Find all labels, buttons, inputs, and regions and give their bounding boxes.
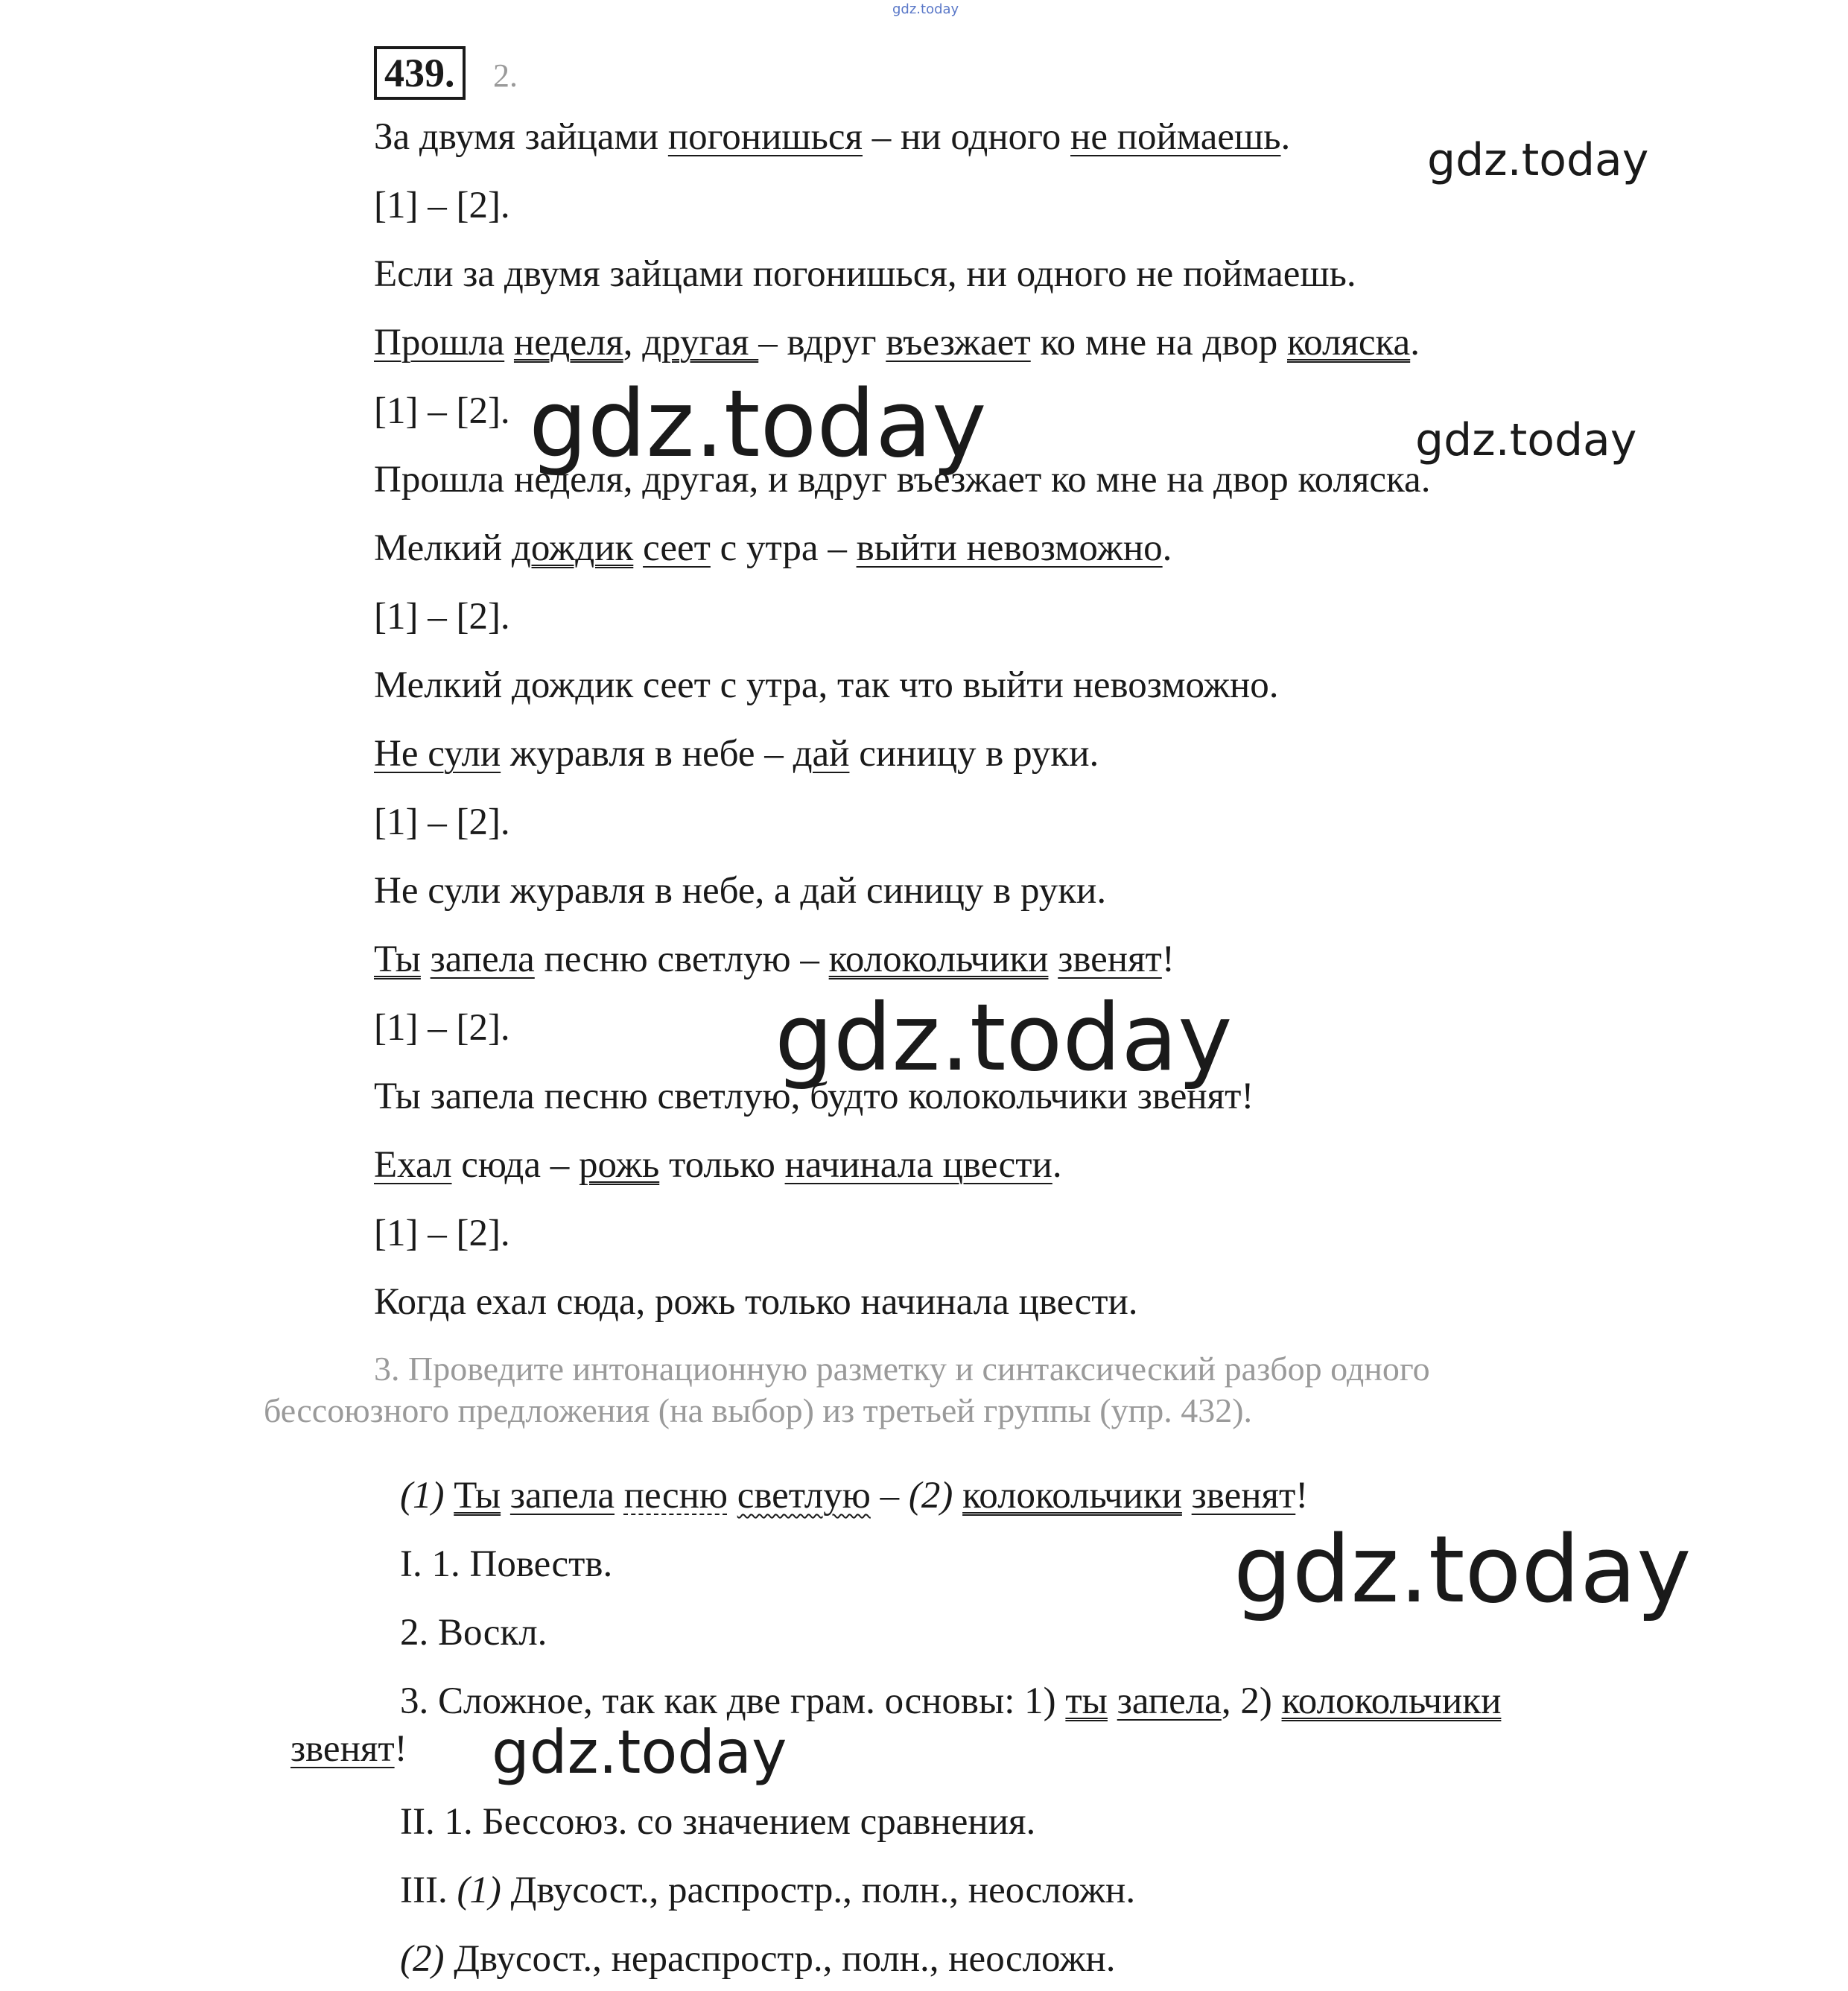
text-run: ! bbox=[394, 1728, 407, 1770]
text-run bbox=[1108, 1680, 1117, 1722]
watermark: gdz.today bbox=[775, 985, 1233, 1092]
text-run bbox=[501, 1475, 510, 1517]
bss-sentence bbox=[374, 115, 1290, 159]
text-run: – вдруг bbox=[758, 322, 886, 363]
text-run: , bbox=[623, 322, 643, 363]
task-3-line-1: 3. Проведите интонационную разметку и синтаксический разбор одного bbox=[374, 1350, 1430, 1388]
predicate-text: въезжает bbox=[886, 322, 1031, 363]
text-run: сюда – bbox=[451, 1144, 579, 1186]
text-run: 3. Сложное, так как две грам. основы: 1) bbox=[400, 1680, 1066, 1722]
text-run bbox=[1182, 1475, 1192, 1517]
bss-sentence bbox=[374, 526, 1172, 571]
text-run bbox=[504, 322, 514, 363]
text-run bbox=[444, 1475, 454, 1517]
text-run bbox=[615, 1475, 624, 1517]
subject-text: дождик bbox=[511, 527, 634, 569]
analysis-item-3 bbox=[400, 1679, 1501, 1724]
subject-text: ты bbox=[1065, 1680, 1108, 1722]
text-run bbox=[1048, 939, 1058, 980]
predicate-text: запела bbox=[1117, 1680, 1222, 1722]
predicate-text: звенят bbox=[1058, 939, 1162, 980]
text-run: синицу в руки. bbox=[849, 733, 1099, 775]
text-run: песню светлую – bbox=[534, 939, 829, 980]
analysis-section-2: II. 1. Бессоюз. со значением сравнения. bbox=[400, 1801, 1036, 1843]
predicate-text: запела bbox=[509, 1475, 615, 1517]
scheme: [1] – [2]. bbox=[374, 1007, 510, 1049]
clause-number: (2) bbox=[908, 1475, 953, 1517]
text-run: . bbox=[1162, 527, 1172, 569]
text-run: с утра – bbox=[710, 527, 857, 569]
text-run: – bbox=[870, 1475, 909, 1517]
analysis-sentence bbox=[400, 1473, 1308, 1518]
text-run: За двумя зайцами bbox=[374, 116, 668, 158]
watermark: gdz.today bbox=[492, 1718, 787, 1787]
text-run: только bbox=[659, 1144, 785, 1186]
text-run bbox=[633, 527, 643, 569]
subject-text: Ты bbox=[374, 939, 421, 980]
text-run: ! bbox=[1161, 939, 1175, 980]
scheme: [1] – [2]. bbox=[374, 1213, 510, 1254]
text-run: Двусост., распростр., полн., неосложн. bbox=[501, 1870, 1136, 1911]
text-run: . bbox=[1052, 1144, 1062, 1186]
predicate-text: погонишься bbox=[667, 116, 863, 158]
subject-text: неделя bbox=[513, 322, 623, 363]
compound-sentence: Мелкий дождик сеет с утра, так что выйти невозможно. bbox=[374, 664, 1279, 706]
scheme: [1] – [2]. bbox=[374, 596, 510, 638]
compound-sentence: Не сули журавля в небе, а дай синицу в руки. bbox=[374, 870, 1107, 912]
bss-sentence bbox=[374, 1143, 1062, 1187]
text-run bbox=[728, 1475, 737, 1517]
compound-sentence: Ты запела песню светлую, будто колокольчики звенят! bbox=[374, 1076, 1254, 1117]
text-run: III. bbox=[400, 1870, 457, 1911]
clause-number: (2) bbox=[400, 1938, 445, 1980]
subject-text: коляска bbox=[1286, 322, 1411, 363]
analysis-section-3 bbox=[400, 1868, 1135, 1913]
text-run: Двусост., нераспростр., полн., неосложн. bbox=[444, 1938, 1116, 1980]
predicate-text: дай bbox=[793, 733, 850, 775]
compound-sentence: Когда ехал сюда, рожь только начинала цвести. bbox=[374, 1281, 1138, 1323]
exercise-part: 2. bbox=[493, 57, 518, 94]
subject-text: рожь bbox=[579, 1144, 660, 1186]
clause-number: (1) bbox=[400, 1475, 445, 1517]
watermark-top: gdz.today bbox=[892, 1, 959, 17]
predicate-text: звенят bbox=[290, 1728, 395, 1770]
subject-text: колокольчики bbox=[962, 1475, 1182, 1517]
bss-sentence bbox=[374, 937, 1175, 982]
predicate-text: выйти невозможно bbox=[856, 527, 1163, 569]
scheme: [1] – [2]. bbox=[374, 185, 510, 226]
watermark: gdz.today bbox=[1233, 1517, 1692, 1624]
predicate-text: запела bbox=[430, 939, 535, 980]
attribute-text: светлую bbox=[737, 1475, 871, 1517]
predicate-text: начинала цвести bbox=[784, 1144, 1052, 1186]
text-run: – ни одного bbox=[863, 116, 1071, 158]
subject-text: колокольчики bbox=[1281, 1680, 1502, 1722]
text-run: ! bbox=[1295, 1475, 1309, 1517]
text-run: Мелкий bbox=[374, 527, 512, 569]
analysis-item-1: I. 1. Повеств. bbox=[400, 1543, 613, 1585]
analysis-section-3-part-2 bbox=[400, 1937, 1116, 1981]
scheme: [1] – [2]. bbox=[374, 390, 510, 432]
predicate-text: не поймаешь bbox=[1070, 116, 1281, 158]
text-run: ко мне на двор bbox=[1030, 322, 1287, 363]
watermark: gdz.today bbox=[1427, 134, 1649, 186]
bss-sentence bbox=[374, 320, 1420, 365]
analysis-item-3-continued bbox=[290, 1727, 407, 1771]
predicate-text: звенят bbox=[1191, 1475, 1296, 1517]
text-run: журавля в небе – bbox=[501, 733, 793, 775]
task-3-line-2: бессоюзного предложения (на выбор) из третьей группы (упр. 432). bbox=[264, 1391, 1253, 1429]
text-run bbox=[421, 939, 431, 980]
subject-text: колокольчики bbox=[828, 939, 1049, 980]
object-text: песню bbox=[623, 1475, 728, 1517]
compound-sentence: Если за двумя зайцами погонишься, ни одного не поймаешь. bbox=[374, 253, 1356, 295]
compound-sentence: Прошла неделя, другая, и вдруг въезжает ко мне на двор коляска. bbox=[374, 459, 1431, 501]
predicate-text: Прошла bbox=[374, 322, 505, 363]
text-run: . bbox=[1280, 116, 1291, 158]
text-run: , 2) bbox=[1221, 1680, 1282, 1722]
bss-sentence bbox=[374, 731, 1099, 776]
subject-text: Ты bbox=[454, 1475, 501, 1517]
subject-text: другая bbox=[642, 322, 759, 363]
exercise-number: 439. bbox=[374, 46, 466, 100]
predicate-text: сеет bbox=[643, 527, 711, 569]
scheme: [1] – [2]. bbox=[374, 801, 510, 843]
analysis-item-2: 2. Воскл. bbox=[400, 1612, 547, 1654]
watermark: gdz.today bbox=[1415, 414, 1637, 466]
predicate-text: Не сули bbox=[374, 733, 501, 775]
text-run bbox=[953, 1475, 962, 1517]
clause-number: (1) bbox=[457, 1870, 501, 1911]
predicate-text: Ехал bbox=[374, 1144, 452, 1186]
text-run: . bbox=[1410, 322, 1420, 363]
watermark: gdz.today bbox=[529, 371, 987, 478]
